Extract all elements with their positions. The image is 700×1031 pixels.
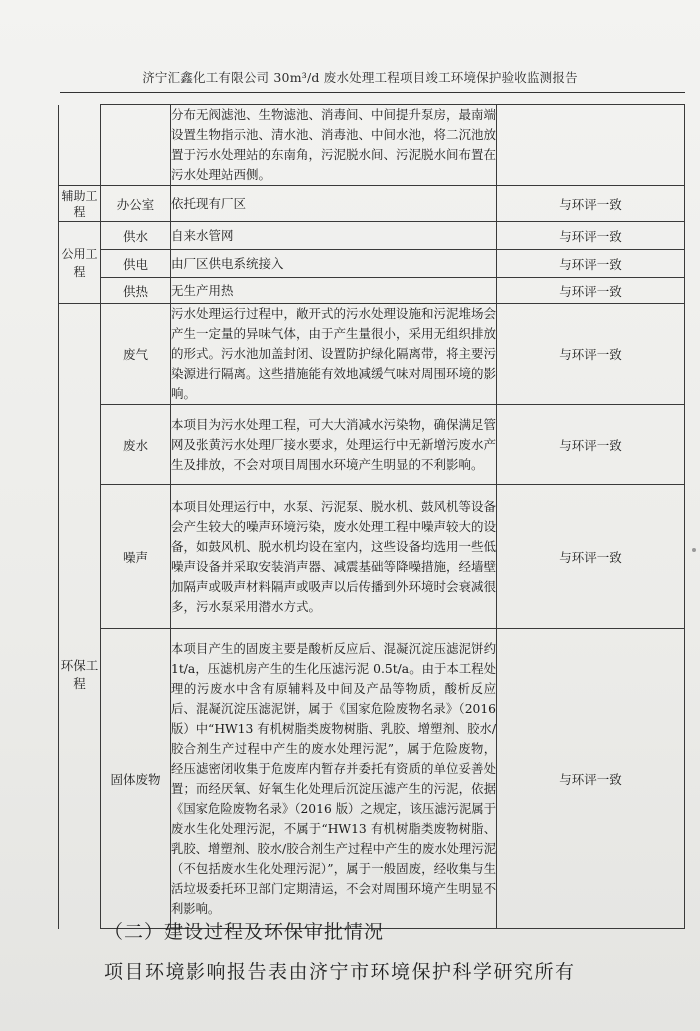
- result-cell: 与环评一致: [497, 629, 685, 929]
- description-cell: 本项目产生的固废主要是酸析反应后、混凝沉淀压滤泥饼约 1t/a，压滤机房产生的生化压滤污泥 0.5t/a。由于本工程处理的污废水中含有原辅料及中间及产品等物质，酸析反应后、混凝沉淀压滤泥饼，属于《国家危险废物名录》（2016 版）中“HW13 有机树脂类废物树脂、乳胶、增塑剂、胶水/胶合剂生产过程中产生的废水处理污泥”，属于危险废物，经压滤密闭收集于危废库内暂存并委托有资质的单位妥善处置；而经厌氧、好氧生化处理后沉淀压滤产生的污泥，依据《国家危险废物名录》（2016 版）之规定，该压滤污泥属于废水生化处理污泥，不属于“HW13 有机树脂类废物树脂、乳胶、增塑剂、胶水/胶合剂生产过程中产生的废水处理污泥（不包括废水生化处理污泥）”，属于一般固废，经收集与生活垃圾委托环卫部门定期清运，不会对周围环境产生明显不利影响。: [171, 629, 497, 929]
- sub-item-cell: 办公室: [101, 186, 171, 222]
- table-row: [59, 105, 685, 186]
- table-row: [59, 405, 685, 485]
- sub-item-cell: 供水: [101, 222, 171, 250]
- result-cell: 与环评一致: [497, 304, 685, 405]
- table-row: [59, 629, 685, 929]
- result-cell: 与环评一致: [497, 485, 685, 629]
- table-row: [59, 250, 685, 278]
- result-cell: 与环评一致: [497, 405, 685, 485]
- section-heading: （二）建设过程及环保审批情况: [104, 921, 385, 943]
- result-cell: 与环评一致: [497, 278, 685, 304]
- result-cell: 与环评一致: [497, 186, 685, 222]
- description-cell: 无生产用热: [171, 278, 497, 304]
- table-row: [59, 278, 685, 304]
- scan-speck: [692, 548, 696, 552]
- sub-item-cell: 废气: [101, 304, 171, 405]
- description-cell: 本项目处理运行中，水泵、污泥泵、脱水机、鼓风机等设备会产生较大的噪声环境污染，废水处理工程中噪声较大的设备，如鼓风机、脱水机均设在室内，这些设备均选用一些低噪声设备并采取安装消声器、减震基础等降噪措施，经墙壁加隔声或吸声材料隔声或吸声以后传播到外环境时会衰减很多，污水泵采用潜水方式。: [171, 485, 497, 629]
- category-cell: 公用工程: [59, 222, 101, 304]
- description-cell: 由厂区供电系统接入: [171, 250, 497, 278]
- report-header: 济宁汇鑫化工有限公司 30m³/d 废水处理工程项目竣工环境保护验收监测报告: [142, 70, 578, 85]
- result-cell: [497, 105, 685, 186]
- body-paragraph: 项目环境影响报告表由济宁市环境保护科学研究所有: [104, 961, 576, 983]
- description-cell: 本项目为污水处理工程，可大大消减水污染物，确保满足管网及张黄污水处理厂接水要求，处理运行中无新增污废水产生及排放，不会对项目周围水环境产生明显的不利影响。: [171, 405, 497, 485]
- sub-item-cell: 供电: [101, 250, 171, 278]
- table-row: [59, 222, 685, 250]
- category-cell: 辅助工程: [59, 186, 101, 222]
- description-cell: 自来水管网: [171, 222, 497, 250]
- result-cell: 与环评一致: [497, 222, 685, 250]
- sub-item-cell: 噪声: [101, 485, 171, 629]
- table-row: [59, 186, 685, 222]
- sub-item-cell: [101, 105, 171, 186]
- sub-item-cell: 废水: [101, 405, 171, 485]
- description-cell: 依托现有厂区: [171, 186, 497, 222]
- table-row: [59, 304, 685, 405]
- header-rule: [60, 92, 685, 93]
- sub-item-cell: 固体废物: [101, 629, 171, 929]
- description-cell: 污水处理运行过程中，敞开式的污水处理设施和污泥堆场会产生一定量的异味气体，由于产生量很小，采用无组织排放的形式。污水池加盖封闭、设置防护绿化隔离带，将主要污染源进行隔离。这些措施能有效地减缓气味对周围环境的影响。: [171, 304, 497, 405]
- project-composition-table: [58, 104, 685, 929]
- description-cell: 分布无阀滤池、生物滤池、消毒间、中间提升泵房，最南端设置生物指示池、清水池、消毒池、中间水池，将二沉池放置于污水处理站的东南角，污泥脱水间、污泥脱水间布置在污水处理站西侧。: [171, 105, 497, 186]
- table-row: [59, 485, 685, 629]
- result-cell: 与环评一致: [497, 250, 685, 278]
- category-cell: 环保工程: [59, 304, 101, 929]
- category-cell: [59, 105, 101, 186]
- sub-item-cell: 供热: [101, 278, 171, 304]
